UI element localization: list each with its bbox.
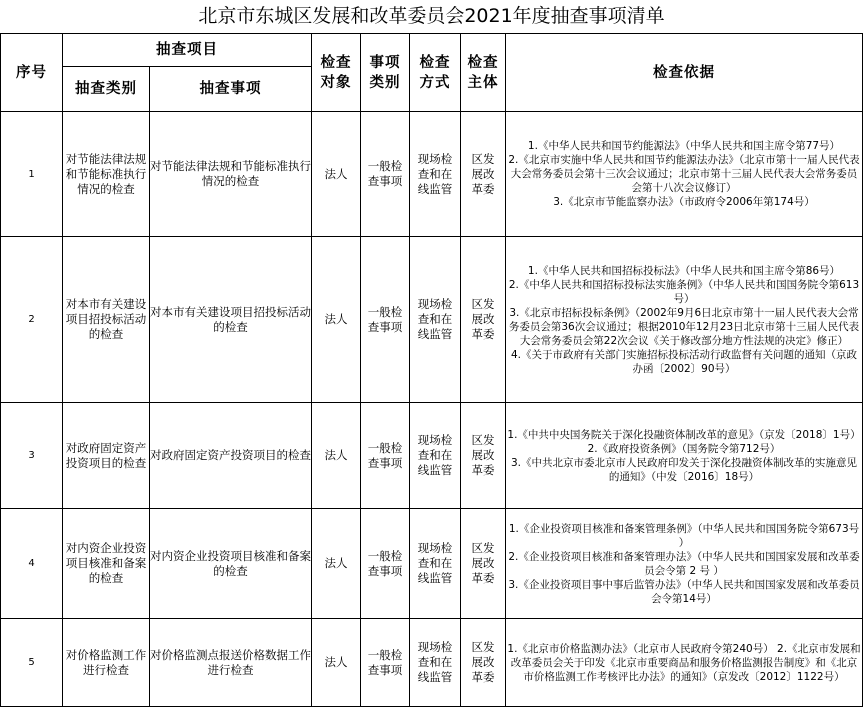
header-method: 检查方式 — [410, 34, 461, 112]
page-title: 北京市东城区发展和改革委员会2021年度抽查事项清单 — [198, 5, 665, 27]
row-category: 对价格监测工作进行检查 — [63, 619, 150, 707]
row-method: 现场检查和在线监管 — [410, 112, 461, 237]
basis-line: 1.《企业投资项目核准和备案管理条例》（中华人民共和国国务院令第673号 ） — [508, 522, 860, 549]
row-matter-type: 一般检查事项 — [361, 237, 410, 403]
basis-line: 1.《北京市价格监测办法》（北京市人民政府令第240号） 2.《北京市发展和改革委员会关于印发《北京市重要商品和服务价格监测报告制度》和《北京市价格监测工作考核评比办法》的通知》（京发改〔2012〕1122号） — [507, 642, 861, 683]
row-target: 法人 — [312, 237, 361, 403]
header-seq: 序号 — [1, 34, 63, 112]
header-target: 检查对象 — [312, 34, 361, 112]
row-seq: 3 — [1, 403, 63, 509]
row-method: 现场检查和在线监管 — [410, 509, 461, 619]
row-category: 对政府固定资产投资项目的检查 — [63, 403, 150, 509]
basis-line: 2.《政府投资条例》（国务院令第712号） — [587, 442, 781, 455]
row-category: 对本市有关建设项目招投标活动的检查 — [63, 237, 150, 403]
header-item-group: 抽查项目 — [63, 34, 312, 67]
row-subject: 区发展改革委 — [461, 403, 506, 509]
row-method: 现场检查和在线监管 — [410, 403, 461, 509]
basis-line: 3.《北京市招标投标条例》（2002年9月6日北京市第十一届人民代表大会常务委员会第36次会议通过；根据2010年12月23日北京市第十三届人民代表大会常务委员会第22次会议《关于修改部分地方性法规的决定》修正） — [508, 306, 860, 347]
header-category: 抽查类别 — [63, 67, 150, 112]
header-row-1 — [1, 34, 863, 67]
row-target: 法人 — [312, 619, 361, 707]
basis-line: 1.《中华人民共和国节约能源法》（中华人民共和国主席令第77号） — [527, 140, 841, 152]
row-basis — [506, 509, 863, 619]
row-matter: 对价格监测点报送价格数据工作进行检查 — [150, 619, 312, 707]
basis-line: 4.《关于市政府有关部门实施招标投标活动行政监督有关问题的通知（京政办函〔2002〕90号） — [510, 348, 858, 375]
row-target: 法人 — [312, 509, 361, 619]
row-subject: 区发展改革委 — [461, 619, 506, 707]
row-category: 对节能法律法规和节能标准执行情况的检查 — [63, 112, 150, 237]
row-seq: 2 — [1, 237, 63, 403]
header-matter-type: 事项类别 — [361, 34, 410, 112]
header-basis: 检查依据 — [506, 34, 863, 112]
row-method: 现场检查和在线监管 — [410, 237, 461, 403]
table-row — [1, 619, 863, 707]
row-subject: 区发展改革委 — [461, 112, 506, 237]
row-basis — [506, 619, 863, 707]
basis-line: 1.《中共中央国务院关于深化投融资体制改革的意见》（京发〔2018〕1号） — [507, 428, 861, 441]
row-matter-type: 一般检查事项 — [361, 509, 410, 619]
row-subject: 区发展改革委 — [461, 237, 506, 403]
row-category: 对内资企业投资项目核准和备案的检查 — [63, 509, 150, 619]
basis-line: 2.《中华人民共和国招标投标法实施条例》（中华人民共和国国务院令第613号） — [508, 278, 860, 305]
basis-line: 2.《北京市实施中华人民共和国节约能源法办法》（北京市第十一届人民代表大会常务委员会第十三次会议通过；北京市第十三届人民代表大会常务委员会第十八次会议修订） — [508, 154, 860, 194]
row-method: 现场检查和在线监管 — [410, 619, 461, 707]
row-seq: 1 — [1, 112, 63, 237]
row-seq: 5 — [1, 619, 63, 707]
row-target: 法人 — [312, 112, 361, 237]
table-row — [1, 237, 863, 403]
row-basis — [506, 237, 863, 403]
basis-line: 1.《中华人民共和国招标投标法》（中华人民共和国主席令第86号） — [527, 264, 841, 277]
table-row — [1, 112, 863, 237]
row-matter-type: 一般检查事项 — [361, 619, 410, 707]
row-matter-type: 一般检查事项 — [361, 112, 410, 237]
header-subject: 检查主体 — [461, 34, 506, 112]
row-matter: 对内资企业投资项目核准和备案的检查 — [150, 509, 312, 619]
row-matter: 对节能法律法规和节能标准执行情况的检查 — [150, 112, 312, 237]
row-matter-type: 一般检查事项 — [361, 403, 410, 509]
basis-line: 3.《企业投资项目事中事后监管办法》（中华人民共和国国家发展和改革委员会令第14号） — [508, 578, 860, 605]
basis-line: 3.《北京市节能监察办法》（市政府令2006年第174号） — [553, 196, 815, 208]
table-row — [1, 509, 863, 619]
basis-line: 2.《企业投资项目核准和备案管理办法》（中华人民共和国国家发展和改革委员会令第 2 号 ） — [508, 550, 860, 577]
header-matter: 抽查事项 — [150, 67, 312, 112]
row-basis — [506, 403, 863, 509]
row-matter: 对本市有关建设项目招投标活动的检查 — [150, 237, 312, 403]
row-target: 法人 — [312, 403, 361, 509]
basis-line: 3.《中共北京市委北京市人民政府印发关于深化投融资体制改革的实施意见的通知》（中发〔2016〕18号） — [510, 456, 858, 483]
row-seq: 4 — [1, 509, 63, 619]
inspection-table — [0, 33, 863, 707]
table-row — [1, 403, 863, 509]
row-matter: 对政府固定资产投资项目的检查 — [150, 403, 312, 509]
row-subject: 区发展改革委 — [461, 509, 506, 619]
row-basis — [506, 112, 863, 237]
